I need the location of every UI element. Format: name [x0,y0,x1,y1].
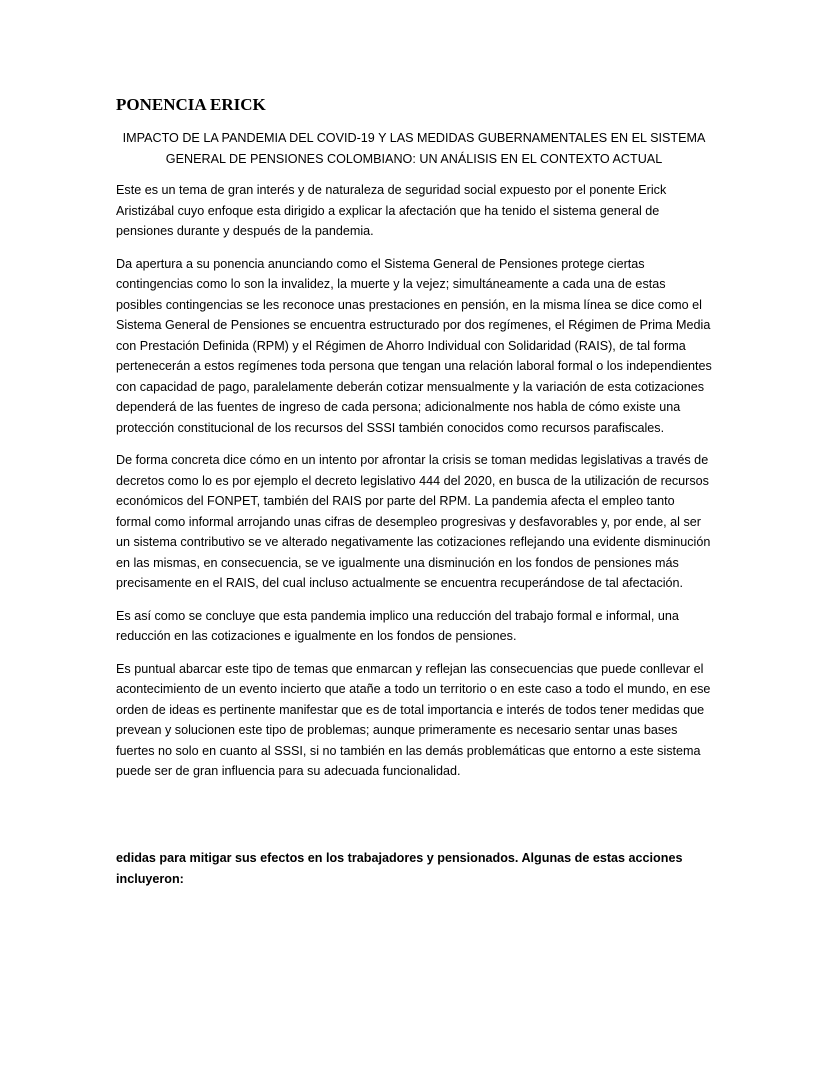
paragraph-conclusion: Es así como se concluye que esta pandemia implico una reducción del trabajo formal e informal, una reducción en las cotizaciones e igualmente en los fondos de pensiones. [116,608,679,643]
bold-fragment: edidas para mitigar sus efectos en los trabajadores y pensionados. Algunas de estas acciones incluyeron: [116,851,683,886]
document-title: PONENCIA ERICK [116,95,266,114]
paragraph-structure: Da apertura a su ponencia anunciando como el Sistema General de Pensiones protege ciertas contingencias como lo son la invalidez, la muerte y la vejez; simultáneamente a cada una de estas posibles contingencias se les reconoce unas prestaciones en pensión, en la misma línea se dice como el Sistema General de Pensiones se encuentra estructurado por dos regímenes, el Régimen de Prima Media con Prestación Definida (RPM) y el Régimen de Ahorro Individual con Solidaridad (RAIS), de tal forma pertenecerán a estos regímenes toda persona que tengan una relación laboral formal o los independientes con capacidad de pago, paralelamente deberán cotizar mensualmente y la variación de esta cotizaciones dependerá de las fuentes de ingreso de cada persona; adicionalmente nos habla de cómo existe una protección constitucional de los recursos del SSSI también conocidos como recursos parafiscales. [116,256,712,435]
document-body [116,94,712,794]
document-subtitle: IMPACTO DE LA PANDEMIA DEL COVID-19 Y LAS MEDIDAS GUBERNAMENTALES EN EL SISTEMA GENERAL DE PENSIONES COLOMBIANO: UN ANÁLISIS EN EL CONTEXTO ACTUAL [122,131,706,166]
paragraph-reflection: Es puntual abarcar este tipo de temas que enmarcan y reflejan las consecuencias que puede conllevar el acontecimiento de un evento incierto que atañe a todo un territorio o en este caso a todo el mundo, en ese orden de ideas es pertinente manifestar que es de total importancia e interés de todos tener medidas que prevean y solucionen este tipo de problemas; aunque primeramente es necesario sentar unas bases fuertes no solo en cuanto al SSSI, si no también en las demás problemáticas que entorno a este sistema puede ser de gran influencia para su adecuada funcionalidad. [116,661,711,778]
paragraph-intro: Este es un tema de gran interés y de naturaleza de seguridad social expuesto por el ponente Erick Aristizábal cuyo enfoque esta dirigido a explicar la afectación que ha tenido el sistema general de pensiones durante y después de la pandemia. [116,183,667,238]
paragraph-measures: De forma concreta dice cómo en un intento por afrontar la crisis se toman medidas legislativas a través de decretos como lo es por ejemplo el decreto legislativo 444 del 2020, en busca de la utilización de recursos económicos del FONPET, también del RAIS por parte del RPM. La pandemia afecta el empleo tanto formal como informal arrojando unas cifras de desempleo progresivas y desfavorables y, por ende, al ser un sistema contributivo se ve alterado negativamente las cotizaciones reflejando una evidente disminución en las mismas, en consecuencia, se ve igualmente una disminución en los fondos de pensiones más precisamente en el RAIS, del cual incluso actualmente se encuentra recuperándose de tal afectación. [116,453,711,590]
